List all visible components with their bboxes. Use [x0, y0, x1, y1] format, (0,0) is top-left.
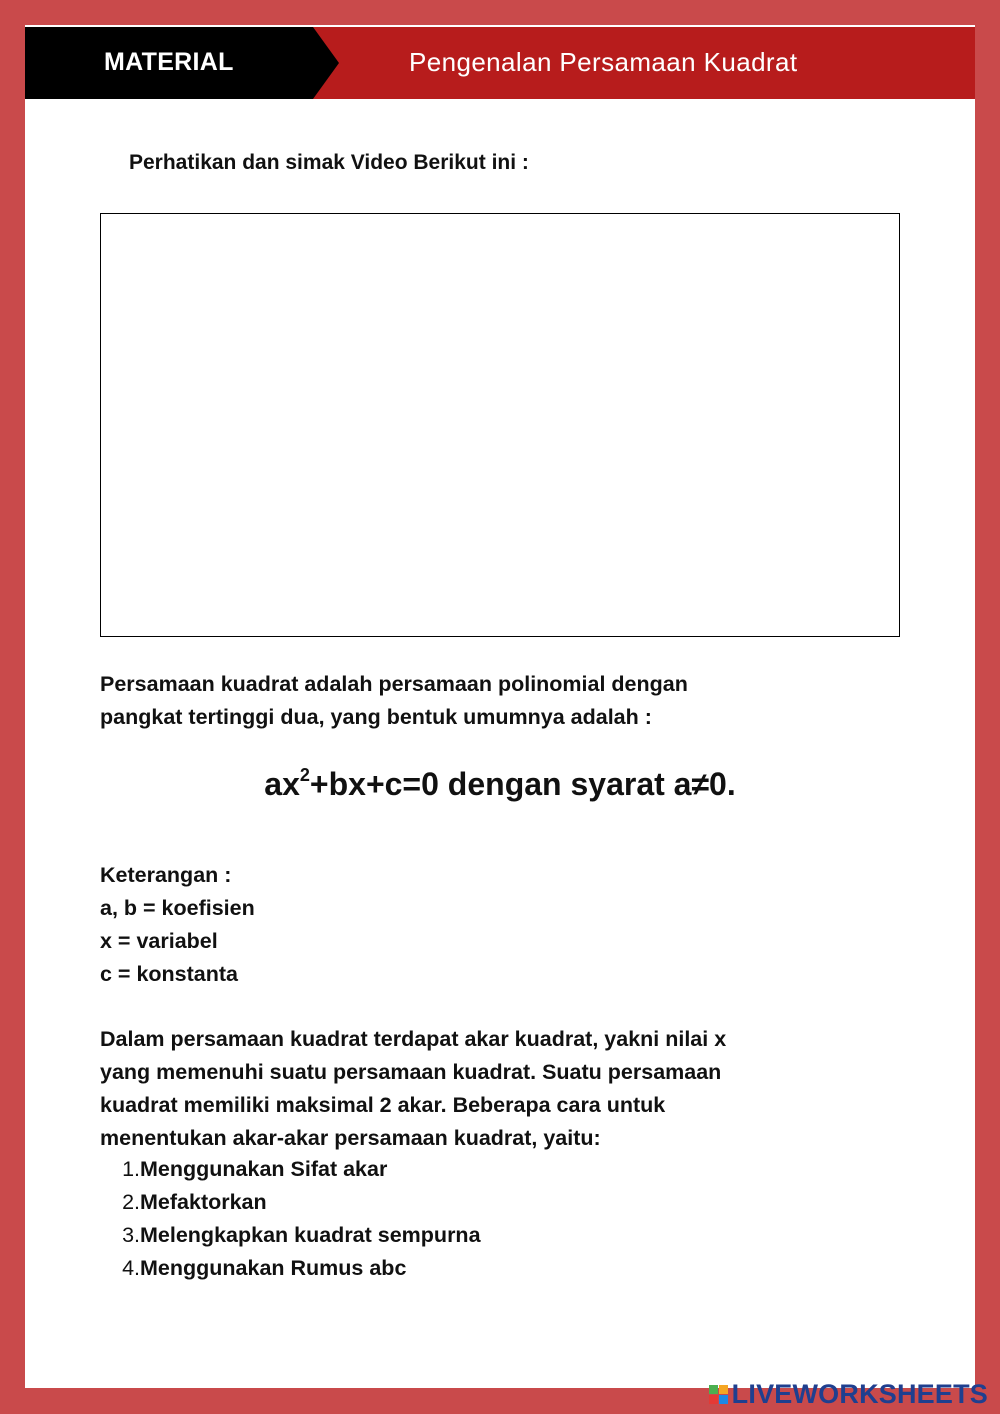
- logo-blocks-icon: [709, 1385, 728, 1404]
- legend-title: Keterangan :: [100, 863, 232, 887]
- list-item-label: Melengkapkan kuadrat sempurna: [140, 1223, 481, 1247]
- roots-line: menentukan akar-akar persamaan kuadrat, yaitu:: [100, 1126, 601, 1150]
- list-item: [100, 1186, 800, 1219]
- legend-item: a, b = koefisien: [100, 896, 255, 920]
- definition-paragraph: [100, 668, 890, 734]
- definition-line: Persamaan kuadrat adalah persamaan polinomial dengan: [100, 672, 688, 696]
- definition-line: pangkat tertinggi dua, yang bentuk umumnya adalah :: [100, 705, 652, 729]
- list-item-number: 2.: [122, 1190, 140, 1214]
- worksheet-page: [25, 25, 975, 1388]
- logo-block: [719, 1395, 728, 1404]
- material-tag-label: MATERIAL: [104, 48, 234, 76]
- list-item: [100, 1219, 800, 1252]
- logo-block: [709, 1385, 718, 1394]
- logo-block: [719, 1385, 728, 1394]
- legend-item: c = konstanta: [100, 962, 239, 986]
- logo-block: [709, 1395, 718, 1404]
- formula-base: ax: [264, 766, 300, 802]
- topic-title: Pengenalan Persamaan Kuadrat: [409, 47, 798, 77]
- formula-exponent: 2: [299, 765, 310, 785]
- formula-rest: +bx+c=0 dengan syarat a≠0.: [309, 766, 736, 802]
- legend-block: [100, 859, 890, 991]
- list-item-label: Menggunakan Rumus abc: [140, 1256, 407, 1280]
- roots-line: yang memenuhi suatu persamaan kuadrat. Suatu persamaan: [100, 1060, 722, 1084]
- list-item-number: 3.: [122, 1223, 140, 1247]
- list-item: [100, 1252, 800, 1285]
- list-item-number: 1.: [122, 1157, 140, 1181]
- video-instruction: Perhatikan dan simak Video Berikut ini :: [129, 151, 529, 174]
- list-item-label: Mefaktorkan: [140, 1190, 267, 1214]
- header-banner: [25, 27, 975, 99]
- roots-line: kuadrat memiliki maksimal 2 akar. Beberapa cara untuk: [100, 1093, 666, 1117]
- general-formula: [25, 765, 975, 803]
- list-item-number: 4.: [122, 1256, 140, 1280]
- methods-list: [100, 1153, 800, 1285]
- list-item-label: Menggunakan Sifat akar: [140, 1157, 388, 1181]
- list-item: [100, 1153, 800, 1186]
- liveworksheets-logo[interactable]: [709, 1380, 988, 1408]
- legend-item: x = variabel: [100, 929, 218, 953]
- logo-wordmark: LIVEWORKSHEETS: [731, 1378, 988, 1409]
- video-embed-frame[interactable]: [100, 213, 900, 637]
- roots-line: Dalam persamaan kuadrat terdapat akar kuadrat, yakni nilai x: [100, 1027, 727, 1051]
- roots-paragraph: [100, 1023, 890, 1155]
- material-tag-arrow: [313, 27, 339, 99]
